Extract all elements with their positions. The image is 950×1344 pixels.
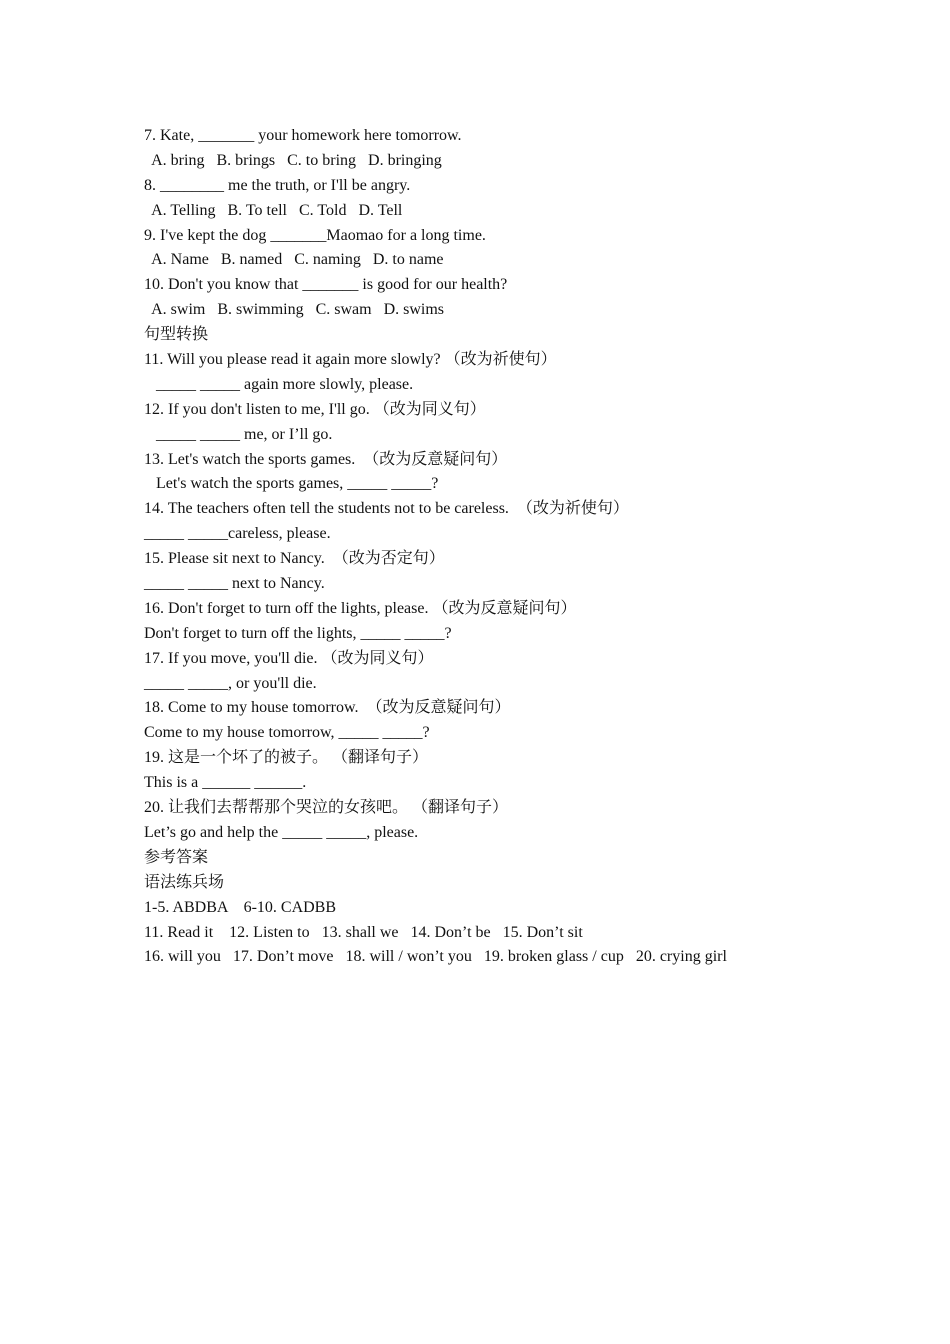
question-8-options: A. Telling B. To tell C. Told D. Tell	[144, 201, 403, 219]
question-18: 18. Come to my house tomorrow. （改为反意疑问句）	[144, 699, 511, 717]
answer-key-subheading: 语法练兵场	[144, 873, 225, 891]
question-18-blank: Come to my house tomorrow, _____ _____?	[144, 724, 430, 742]
question-14: 14. The teachers often tell the students not to be careless. （改为祈使句）	[144, 500, 629, 518]
question-10: 10. Don't you know that _______ is good for our health?	[144, 276, 508, 294]
question-19-blank: This is a ______ ______.	[144, 774, 307, 792]
question-20: 20. 让我们去帮帮那个哭泣的女孩吧。 （翻译句子）	[144, 799, 509, 817]
question-15-blank: _____ _____ next to Nancy.	[144, 575, 325, 593]
question-17: 17. If you move, you'll die. （改为同义句）	[144, 649, 434, 667]
question-7: 7. Kate, _______ your homework here tomorrow.	[144, 127, 462, 144]
question-9: 9. I've kept the dog _______Maomao for a long time.	[144, 226, 486, 244]
question-11: 11. Will you please read it again more slowly? （改为祈使句）	[144, 351, 557, 369]
question-15: 15. Please sit next to Nancy. （改为否定句）	[144, 550, 445, 568]
question-11-blank: _____ _____ again more slowly, please.	[144, 375, 414, 393]
question-8: 8. ________ me the truth, or I'll be angry.	[144, 176, 411, 194]
answers-11-15: 11. Read it 12. Listen to 13. shall we 14. Don’t be 15. Don’t sit	[144, 923, 583, 941]
question-13: 13. Let's watch the sports games. （改为反意疑问句）	[144, 450, 508, 468]
answer-key-heading: 参考答案	[144, 848, 209, 866]
question-12: 12. If you don't listen to me, I'll go. （改为同义句）	[144, 400, 486, 418]
question-20-blank: Let’s go and help the _____ _____, please.	[144, 823, 419, 841]
question-12-blank: _____ _____ me, or I’ll go.	[144, 425, 333, 443]
question-13-blank: Let's watch the sports games, _____ _____?	[144, 475, 439, 493]
question-16: 16. Don't forget to turn off the lights, please. （改为反意疑问句）	[144, 599, 577, 617]
question-10-options: A. swim B. swimming C. swam D. swims	[144, 301, 445, 319]
answers-1-10: 1-5. ABDBA 6-10. CADBB	[144, 898, 337, 916]
question-14-blank: _____ _____careless, please.	[144, 525, 331, 543]
question-19: 19. 这是一个坏了的被子。 （翻译句子）	[144, 749, 429, 767]
section-heading-sentence-transformation: 句型转换	[144, 326, 209, 344]
question-17-blank: _____ _____, or you'll die.	[144, 674, 317, 692]
question-7-options: A. bring B. brings C. to bring D. bringing	[144, 151, 442, 169]
document-page	[144, 124, 924, 970]
question-9-options: A. Name B. named C. naming D. to name	[144, 251, 444, 269]
answers-16-20: 16. will you 17. Don’t move 18. will / won’t you 19. broken glass / cup 20. crying girl	[144, 948, 727, 966]
question-16-blank: Don't forget to turn off the lights, _____ _____?	[144, 624, 452, 642]
